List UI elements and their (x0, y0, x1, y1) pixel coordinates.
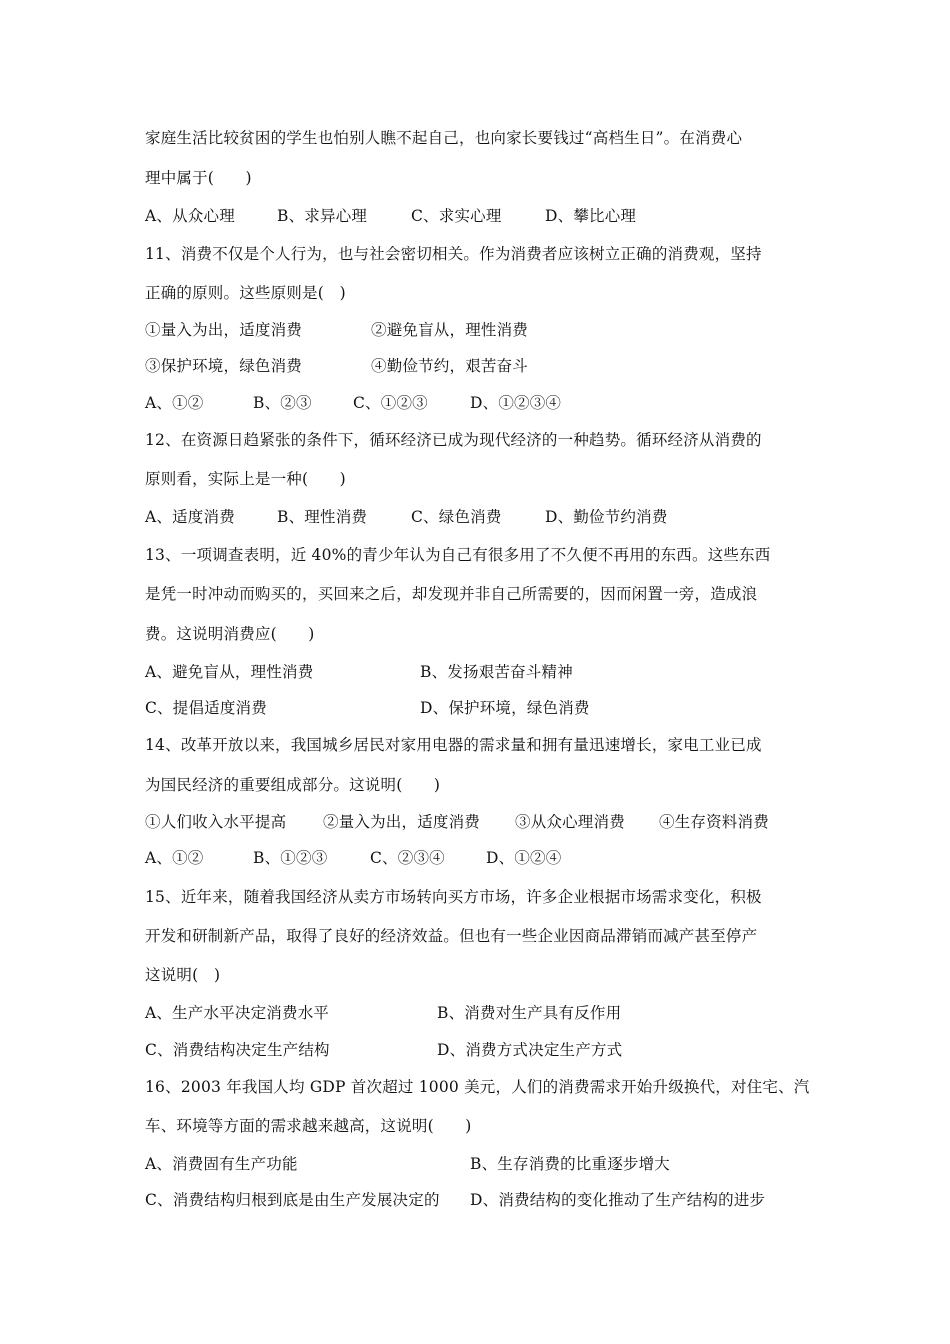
q12-option-d: D、勤俭节约消费 (545, 508, 668, 526)
q15-option-b: B、消费对生产具有反作用 (437, 1004, 622, 1022)
q14-line-2: 为国民经济的重要组成部分。这说明( ) (145, 776, 441, 794)
q16-line-2: 车、环境等方面的需求越来越高，这说明( ) (145, 1117, 472, 1135)
q15-line-3: 这说明( ) (145, 966, 221, 984)
q13-option-b: B、发扬艰苦奋斗精神 (420, 663, 573, 681)
q12-option-c: C、绿色消费 (411, 508, 502, 526)
q11-option-b: B、②③ (253, 394, 312, 412)
q11-item-4: ④勤俭节约，艰苦奋斗 (371, 357, 529, 375)
q11-option-d: D、①②③④ (470, 394, 562, 412)
q15-option-c: C、消费结构决定生产结构 (145, 1041, 330, 1059)
q14-item-3: ③从众心理消费 (515, 813, 625, 831)
q14-option-b: B、①②③ (253, 849, 328, 867)
q16-option-d: D、消费结构的变化推动了生产结构的进步 (470, 1191, 766, 1209)
q16-option-b: B、生存消费的比重逐步增大 (470, 1155, 670, 1173)
q14-item-2: ②量入为出，适度消费 (323, 813, 481, 831)
q11-item-3: ③保护环境，绿色消费 (145, 357, 303, 375)
q11-item-2: ②避免盲从，理性消费 (371, 321, 529, 339)
q15-option-a: A、生产水平决定消费水平 (145, 1004, 330, 1022)
q14-item-4: ④生存资料消费 (659, 813, 769, 831)
q14-option-a: A、①② (145, 849, 204, 867)
q13-option-d: D、保护环境，绿色消费 (420, 699, 590, 717)
intro-option-c: C、求实心理 (411, 207, 502, 225)
intro-option-a: A、从众心理 (145, 207, 235, 225)
q14-line-1: 14、改革开放以来，我国城乡居民对家用电器的需求量和拥有量迅速增长，家电工业已成 (145, 736, 762, 754)
q11-item-1: ①量入为出，适度消费 (145, 321, 303, 339)
q13-line-3: 费。这说明消费应( ) (145, 625, 315, 643)
q12-option-a: A、适度消费 (145, 508, 235, 526)
intro-option-b: B、求异心理 (277, 207, 368, 225)
q11-option-c: C、①②③ (353, 394, 428, 412)
q15-line-2: 开发和研制新产品，取得了良好的经济效益。但也有一些企业因商品滞销而减产甚至停产 (145, 927, 758, 945)
q11-line-1: 11、消费不仅是个人行为，也与社会密切相关。作为消费者应该树立正确的消费观，坚持 (145, 245, 762, 263)
q11-line-2: 正确的原则。这些原则是( ) (145, 284, 346, 302)
q14-item-1: ①人们收入水平提高 (145, 813, 287, 831)
q13-line-1: 13、一项调查表明，近 40%的青少年认为自己有很多用了不久便不再用的东西。这些东西 (145, 546, 771, 564)
q16-option-c: C、消费结构归根到底是由生产发展决定的 (145, 1191, 440, 1209)
q15-line-1: 15、近年来，随着我国经济从卖方市场转向买方市场，许多企业根据市场需求变化，积极 (145, 888, 762, 906)
q13-option-a: A、避免盲从，理性消费 (145, 663, 314, 681)
q15-option-d: D、消费方式决定生产方式 (437, 1041, 623, 1059)
intro-line-1: 家庭生活比较贫困的学生也怕别人瞧不起自己，也向家长要钱过“高档生日”。在消费心 (145, 129, 743, 147)
q12-line-2: 原则看，实际上是一种( ) (145, 470, 346, 488)
q14-option-d: D、①②④ (486, 849, 562, 867)
q12-option-b: B、理性消费 (277, 508, 368, 526)
q16-option-a: A、消费固有生产功能 (145, 1155, 298, 1173)
q13-option-c: C、提倡适度消费 (145, 699, 267, 717)
intro-line-2: 理中属于( ) (145, 169, 252, 187)
q11-option-a: A、①② (145, 394, 204, 412)
q14-option-c: C、②③④ (370, 849, 445, 867)
q12-line-1: 12、在资源日趋紧张的条件下，循环经济已成为现代经济的一种趋势。循环经济从消费的 (145, 431, 762, 449)
q13-line-2: 是凭一时冲动而购买的，买回来之后，却发现并非自己所需要的，因而闲置一旁，造成浪 (145, 585, 758, 603)
q16-line-1: 16、2003 年我国人均 GDP 首次超过 1000 美元，人们的消费需求开始升级换代，对住宅、汽 (145, 1078, 810, 1096)
intro-option-d: D、攀比心理 (545, 207, 637, 225)
